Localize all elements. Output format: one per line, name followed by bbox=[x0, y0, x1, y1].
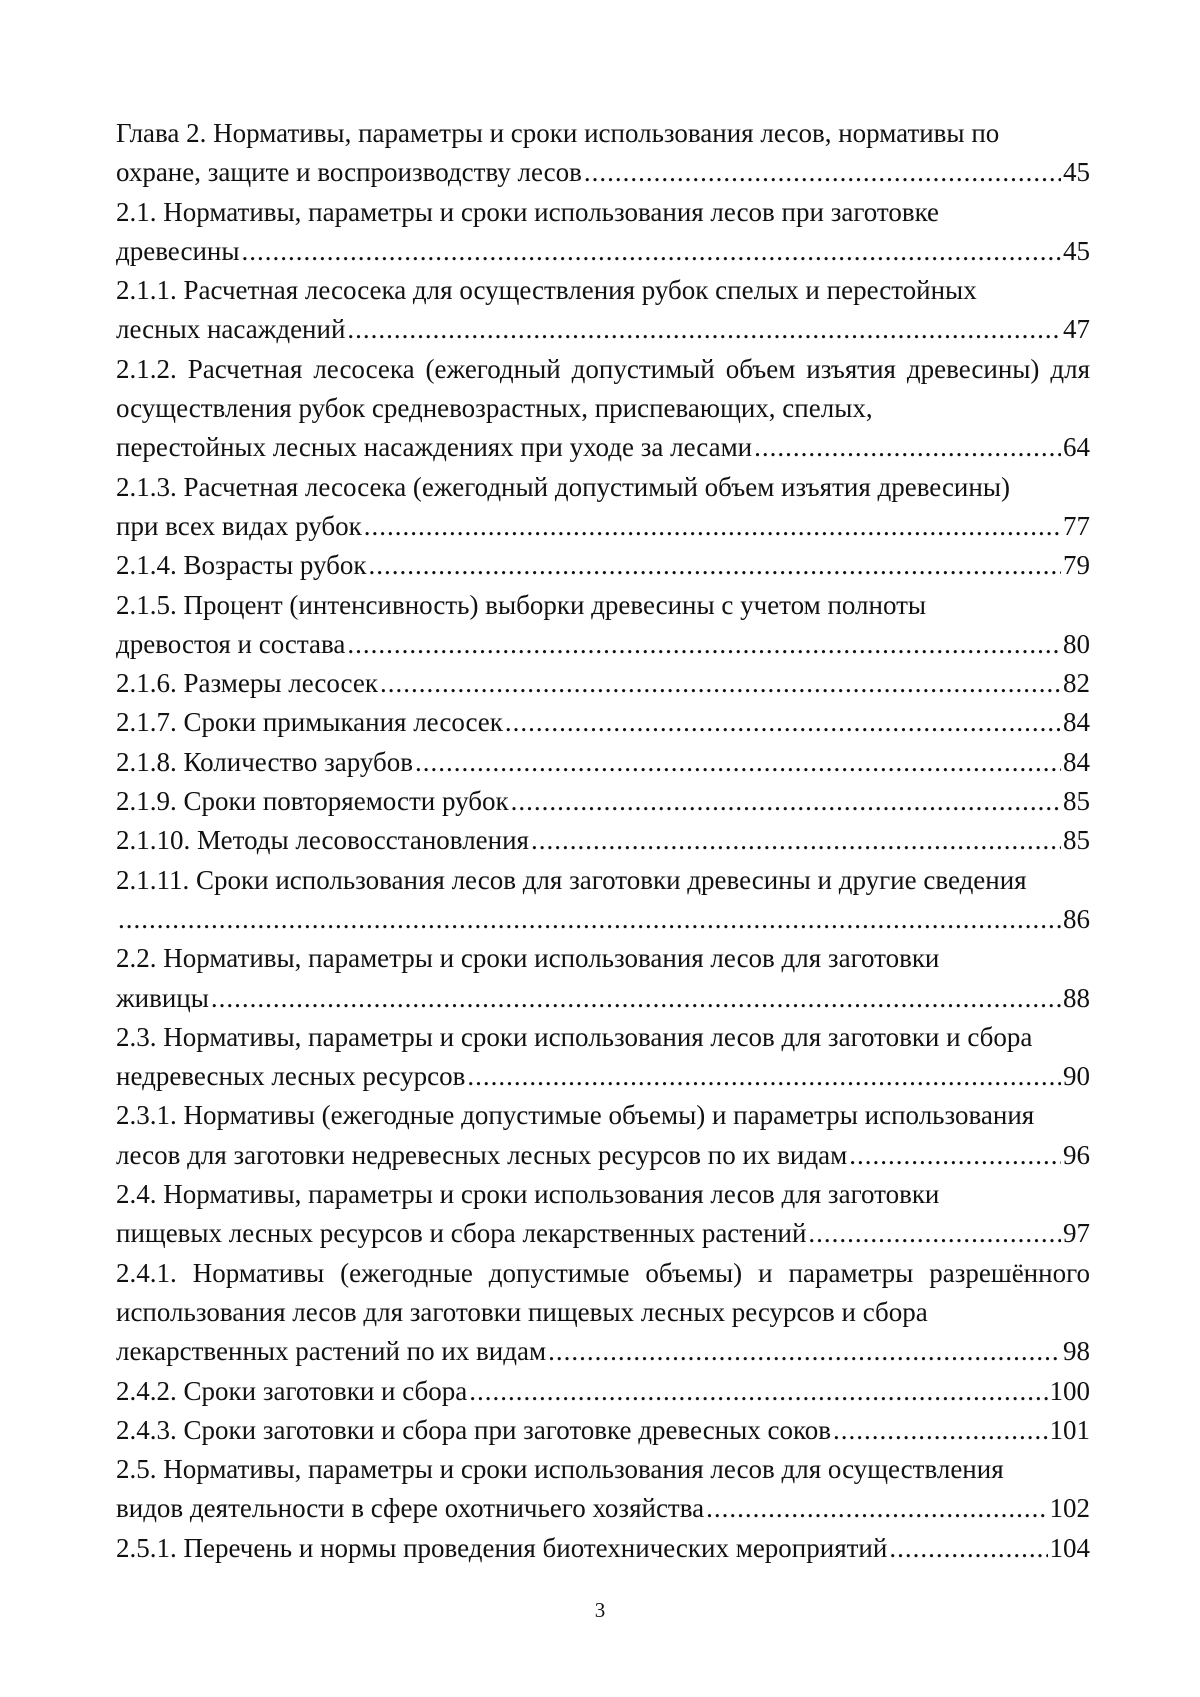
toc-entry bbox=[116, 586, 1090, 665]
toc-entry-title-end: перестойных лесных насаждениях при уходе за лесами bbox=[116, 432, 753, 463]
toc-entry-title-end: 2.4.2. Сроки заготовки и сбора bbox=[116, 1375, 468, 1406]
toc-entry-title: 2.3.1. Нормативы (ежегодные допустимые объемы) и параметры использования bbox=[116, 1100, 1035, 1131]
toc-entry-title-end: недревесных лесных ресурсов bbox=[116, 1061, 466, 1092]
toc-page-number: 77 bbox=[1063, 510, 1090, 541]
toc-entry-title-end: видов деятельности в сфере охотничьего хозяйства bbox=[116, 1493, 705, 1524]
toc-page-number: 100 bbox=[1049, 1375, 1090, 1406]
toc-entry-title-end: 2.1.7. Сроки примыкания лесосек bbox=[116, 707, 503, 738]
toc-page-number: 86 bbox=[1063, 903, 1090, 934]
toc-entry-title-end: при всех видах рубок bbox=[116, 510, 362, 541]
toc-page-number: 90 bbox=[1063, 1061, 1090, 1092]
toc-entry-title-end: 2.1.9. Сроки повторяемости рубок bbox=[116, 786, 509, 817]
toc-page-number: 45 bbox=[1063, 235, 1090, 266]
dot-leader bbox=[242, 232, 1062, 271]
toc-entry bbox=[116, 468, 1090, 547]
toc-page-number: 80 bbox=[1063, 628, 1090, 659]
toc-entry-title-end: 2.1.10. Методы лесовосстановления bbox=[116, 825, 529, 856]
toc-entry-title: 2.1.2. Расчетная лесосека (ежегодный допустимый объем изъятия древесины) для осуществления рубок средневозрастных, приспевающих, спелых, bbox=[116, 353, 1090, 424]
toc-page-number: 96 bbox=[1063, 1139, 1090, 1170]
toc-page-number: 98 bbox=[1063, 1336, 1090, 1367]
toc-entry-title-end: древесины bbox=[116, 235, 240, 266]
toc-entry-title-end: 2.1.4. Возрасты рубок bbox=[116, 550, 367, 581]
toc-entry-title: 2.1.3. Расчетная лесосека (ежегодный допустимый объем изъятия древесины) bbox=[116, 471, 1010, 502]
toc-page-number: 101 bbox=[1049, 1414, 1090, 1445]
toc-page-number: 104 bbox=[1049, 1532, 1090, 1563]
dot-leader bbox=[368, 546, 1061, 585]
dot-leader bbox=[808, 1214, 1061, 1253]
toc-page-number: 88 bbox=[1063, 982, 1090, 1013]
toc-entry bbox=[116, 546, 1090, 585]
toc-entry bbox=[116, 939, 1090, 1018]
toc-entry-title: 2.1.1. Расчетная лесосека для осуществления рубок спелых и перестойных bbox=[116, 275, 977, 306]
toc-entry-title: 2.1.5. Процент (интенсивность) выборки древесины с учетом полноты bbox=[116, 589, 927, 620]
toc-page-number: 47 bbox=[1063, 314, 1090, 345]
toc-entry bbox=[116, 743, 1090, 782]
toc-entry bbox=[116, 1018, 1090, 1097]
toc-entry bbox=[116, 193, 1090, 272]
dot-leader bbox=[415, 743, 1061, 782]
toc-entry-title-end: древостоя и состава bbox=[116, 628, 346, 659]
dot-leader bbox=[511, 782, 1061, 821]
dot-leader bbox=[380, 664, 1061, 703]
table-of-contents bbox=[116, 114, 1090, 1568]
toc-page-number: 82 bbox=[1063, 668, 1090, 699]
dot-leader bbox=[364, 507, 1061, 546]
toc-entry-title-end: 2.4.3. Сроки заготовки и сбора при заготовке древесных соков bbox=[116, 1414, 831, 1445]
page-number: 3 bbox=[594, 1598, 606, 1622]
toc-entry bbox=[116, 1254, 1090, 1372]
toc-entry bbox=[116, 350, 1090, 468]
dot-leader bbox=[833, 1411, 1048, 1450]
toc-entry-title-end: 2.1.6. Размеры лесосек bbox=[116, 668, 378, 699]
toc-entry bbox=[116, 1450, 1090, 1529]
toc-entry bbox=[116, 1372, 1090, 1411]
dot-leader bbox=[531, 821, 1061, 860]
toc-entry bbox=[116, 821, 1090, 860]
toc-entry bbox=[116, 664, 1090, 703]
toc-entry bbox=[116, 1096, 1090, 1175]
toc-page-number: 85 bbox=[1063, 786, 1090, 817]
toc-page-number: 84 bbox=[1063, 746, 1090, 777]
toc-entry bbox=[116, 1411, 1090, 1450]
dot-leader bbox=[118, 900, 1061, 939]
toc-entry-title: 2.1.11. Сроки использования лесов для заготовки древесины и другие сведения bbox=[116, 864, 1027, 895]
toc-entry-title: 2.5. Нормативы, параметры и сроки использования лесов для осуществления bbox=[116, 1454, 1004, 1485]
toc-entry-title-end: лесов для заготовки недревесных лесных ресурсов по их видам bbox=[116, 1139, 848, 1170]
toc-entry-title: 2.4.1. Нормативы (ежегодные допустимые объемы) и параметры разрешённого использования лесов для заготовки пищевых лесных ресурсов и сбора bbox=[116, 1257, 1090, 1327]
toc-entry bbox=[116, 271, 1090, 350]
toc-entry-title-end: пищевых лесных ресурсов и сбора лекарственных растений bbox=[116, 1218, 807, 1249]
dot-leader bbox=[849, 1136, 1061, 1175]
dot-leader bbox=[211, 979, 1061, 1018]
toc-entry-title: 2.3. Нормативы, параметры и сроки использования лесов для заготовки и сбора bbox=[116, 1021, 1033, 1052]
toc-entry-title-end: 2.5.1. Перечень и нормы проведения биотехнических мероприятий bbox=[116, 1532, 888, 1563]
toc-entry bbox=[116, 1175, 1090, 1254]
toc-page-number: 64 bbox=[1063, 432, 1090, 463]
toc-entry-title: 2.1. Нормативы, параметры и сроки использования лесов при заготовке bbox=[116, 196, 940, 227]
toc-entry-title-end: живицы bbox=[116, 982, 209, 1013]
toc-entry bbox=[116, 703, 1090, 742]
toc-entry-title-end: 2.1.8. Количество зарубов bbox=[116, 746, 413, 777]
toc-page-number: 85 bbox=[1063, 825, 1090, 856]
toc-entry bbox=[116, 1529, 1090, 1568]
toc-entry-title: 2.2. Нормативы, параметры и сроки использования лесов для заготовки bbox=[116, 943, 940, 974]
toc-entry bbox=[116, 861, 1090, 940]
toc-page-number: 84 bbox=[1063, 707, 1090, 738]
toc-entry bbox=[116, 782, 1090, 821]
toc-entry-title-end: охране, защите и воспроизводству лесов bbox=[116, 157, 582, 188]
toc-page-number: 97 bbox=[1063, 1218, 1090, 1249]
dot-leader bbox=[347, 310, 1061, 349]
dot-leader bbox=[754, 428, 1061, 467]
toc-entry-title-end: лекарственных растений по их видам bbox=[116, 1336, 547, 1367]
toc-entry-title: Глава 2. Нормативы, параметры и сроки использования лесов, нормативы по bbox=[116, 118, 1000, 148]
dot-leader bbox=[548, 1332, 1061, 1371]
dot-leader bbox=[889, 1529, 1047, 1568]
toc-page-number: 102 bbox=[1049, 1493, 1090, 1524]
dot-leader bbox=[505, 703, 1061, 742]
toc-entry-title: 2.4. Нормативы, параметры и сроки использования лесов для заготовки bbox=[116, 1179, 940, 1210]
toc-page-number: 79 bbox=[1063, 550, 1090, 581]
toc-entry-title-end: лесных насаждений bbox=[116, 314, 346, 345]
toc-entry bbox=[116, 114, 1090, 193]
dot-leader bbox=[347, 625, 1061, 664]
dot-leader bbox=[469, 1372, 1047, 1411]
dot-leader bbox=[706, 1489, 1047, 1528]
dot-leader bbox=[467, 1057, 1061, 1096]
toc-page-number: 45 bbox=[1063, 157, 1090, 188]
dot-leader bbox=[584, 153, 1061, 192]
